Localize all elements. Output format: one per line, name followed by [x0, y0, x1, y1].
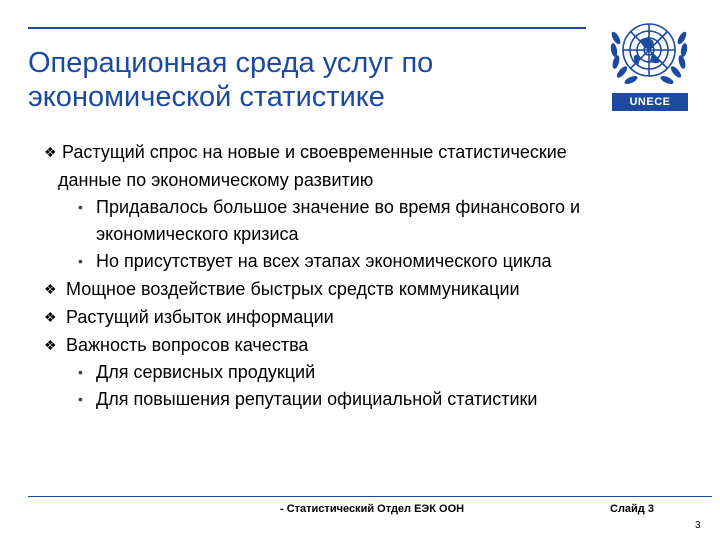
bullet-item [42, 303, 682, 331]
sub-bullet-item [42, 359, 682, 386]
unece-badge: UNECE [612, 93, 688, 111]
diamond-arrow-bullet-icon: ❖ [44, 144, 57, 160]
bullet-item [42, 138, 682, 194]
bullet-text: Растущий спрос на новые и своевременные статистические [62, 142, 567, 162]
dot-bullet-icon: • [78, 253, 83, 269]
diamond-arrow-bullet-icon: ❖ [44, 337, 57, 353]
sub-bullet-text: Для повышения репутации официальной статистики [96, 389, 538, 409]
footer-slide-label: Слайд 3 [610, 503, 654, 515]
sub-bullet-text: Но присутствует на всех этапах экономического цикла [96, 251, 552, 271]
sub-bullet-item [42, 248, 682, 275]
sub-bullet-text: Придавалось большое значение во время финансового и экономического кризиса [96, 197, 581, 244]
bullet-item [42, 331, 682, 359]
sub-bullet-item [42, 386, 682, 413]
sub-bullet-item [42, 194, 682, 248]
bullet-text: Важность вопросов качества [66, 335, 309, 355]
top-divider [28, 27, 586, 29]
dot-bullet-icon: • [78, 364, 83, 380]
bullet-list [42, 138, 682, 413]
dot-bullet-icon: • [78, 391, 83, 407]
diamond-arrow-bullet-icon: ❖ [44, 281, 57, 297]
bullet-text: Мощное воздействие быстрых средств коммуникации [66, 279, 520, 299]
un-emblem-icon [600, 10, 698, 100]
bullet-item [42, 275, 682, 303]
page-number: 3 [695, 520, 701, 531]
footer-source: - Статистический Отдел ЕЭК ООН [280, 503, 465, 515]
slide-title: Операционная среда услуг по экономической статистике [28, 47, 434, 113]
bullet-text: Растущий избыток информации [66, 307, 334, 327]
sub-bullet-text: Для сервисных продукций [96, 362, 316, 382]
diamond-arrow-bullet-icon: ❖ [44, 309, 57, 325]
bullet-text-continuation: данные по экономическому развитию [58, 170, 374, 190]
dot-bullet-icon: • [78, 199, 83, 215]
bottom-divider [28, 496, 712, 497]
